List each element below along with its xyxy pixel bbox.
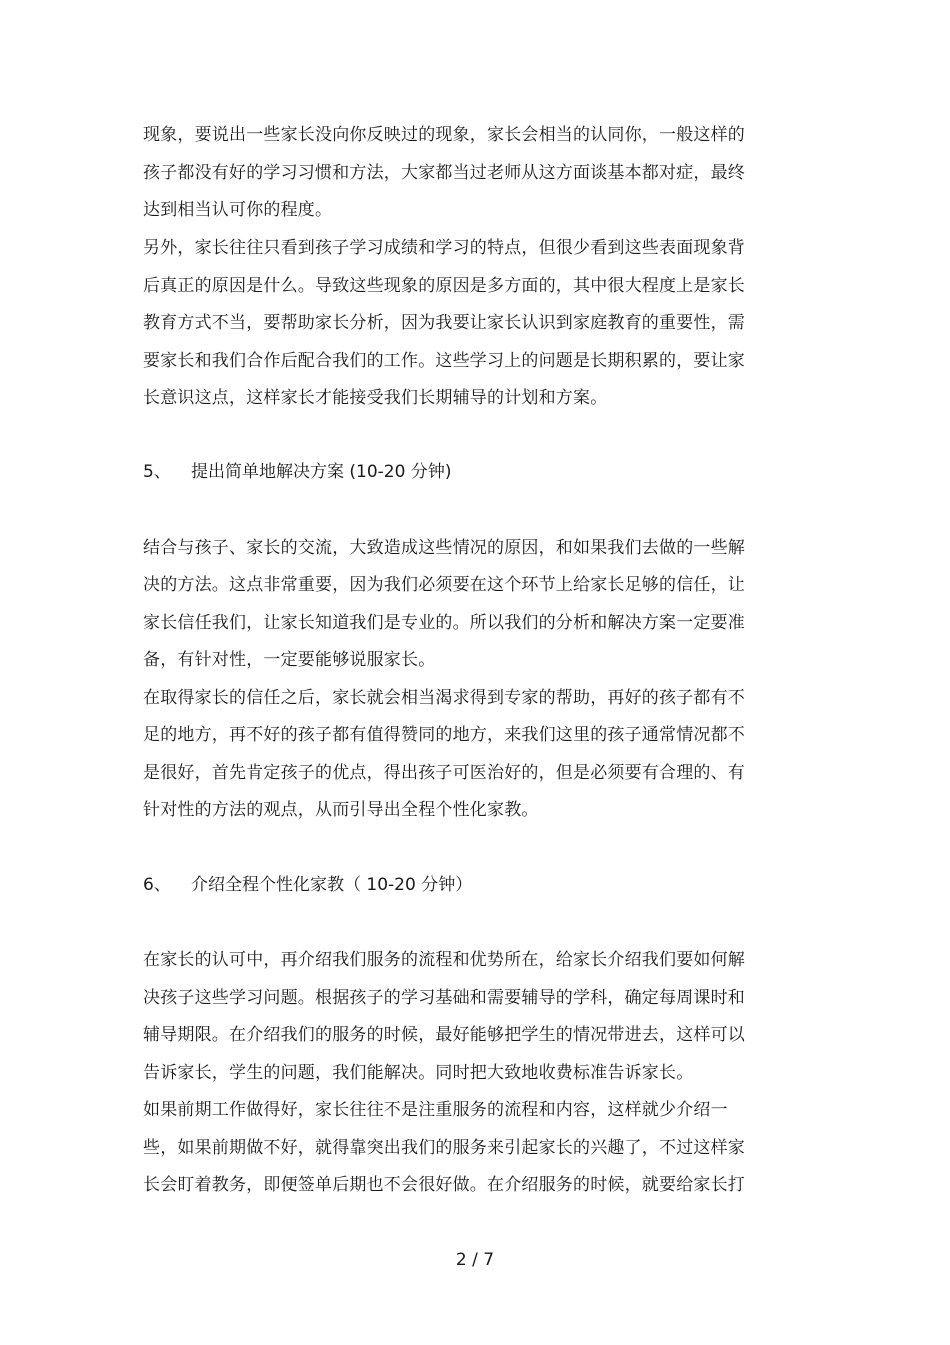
text-line: 达到相当认可你的程度。 [143,200,333,220]
text-line: 决孩子这些学习问题。根据孩子的学习基础和需要辅导的学科，确定每周课时和 [143,988,745,1008]
text-line: 是很好，首先肯定孩子的优点，得出孩子可医治好的，但是必须要有合理的、有 [143,763,745,783]
text-line: 要家长和我们合作后配合我们的工作。这些学习上的问题是长期积累的，要让家 [143,351,745,371]
text-line: 在家长的认可中，再介绍我们服务的流程和优势所在，给家长介绍我们要如何解 [143,950,745,970]
text-line: 些，如果前期做不好，就得靠突出我们的服务来引起家长的兴趣了，不过这样家 [143,1138,745,1158]
section-heading-5 [143,462,451,482]
text-line: 另外，家长往往只看到孩子学习成绩和学习的特点，但很少看到这些表面现象背 [143,238,745,258]
text-line: 如果前期工作做得好，家长往往不是注重服务的流程和内容，这样就少介绍一 [143,1100,728,1120]
text-line: 备，有针对性，一定要能够说服家长。 [143,650,436,670]
text-line: 长意识这点，这样家长才能接受我们长期辅导的计划和方案。 [143,388,608,408]
text-line: 孩子都没有好的学习习惯和方法，大家都当过老师从这方面谈基本都对症，最终 [143,163,745,183]
text-line: 告诉家长，学生的问题，我们能解决。同时把大致地收费标准告诉家长。 [143,1063,694,1083]
text-line: 在取得家长的信任之后，家长就会相当渴求得到专家的帮助，再好的孩子都有不 [143,688,745,708]
text-line: 后真正的原因是什么。导致这些现象的原因是多方面的，其中很大程度上是家长 [143,276,745,296]
section-number: 6、 [143,875,171,895]
text-line: 足的地方，再不好的孩子都有值得赞同的地方，来我们这里的孩子通常情况都不 [143,725,745,745]
section-number: 5、 [143,462,171,482]
text-line: 家长信任我们，让家长知道我们是专业的。所以我们的分析和解决方案一定要准 [143,613,745,633]
text-line: 决的方法。这点非常重要，因为我们必须要在这个环节上给家长足够的信任，让 [143,575,745,595]
page-number: 2 / 7 [455,1250,495,1270]
section-title: 提出简单地解决方案 (10-20 分钟) [191,462,452,482]
text-line: 针对性的方法的观点，从而引导出全程个性化家教。 [143,800,539,820]
section-heading-6 [143,875,472,895]
text-line: 结合与孩子、家长的交流，大致造成这些情况的原因，和如果我们去做的一些解 [143,538,745,558]
text-line: 现象，要说出一些家长没向你反映过的现象，家长会相当的认同你，一般这样的 [143,125,745,145]
text-line: 长会盯着教务，即便签单后期也不会很好做。在介绍服务的时候，就要给家长打 [143,1175,745,1195]
text-line: 辅导期限。在介绍我们的服务的时候，最好能够把学生的情况带进去，这样可以 [143,1025,745,1045]
section-title: 介绍全程个性化家教（ 10-20 分钟） [191,875,473,895]
text-line: 教育方式不当，要帮助家长分析，因为我要让家长认识到家庭教育的重要性，需 [143,313,745,333]
